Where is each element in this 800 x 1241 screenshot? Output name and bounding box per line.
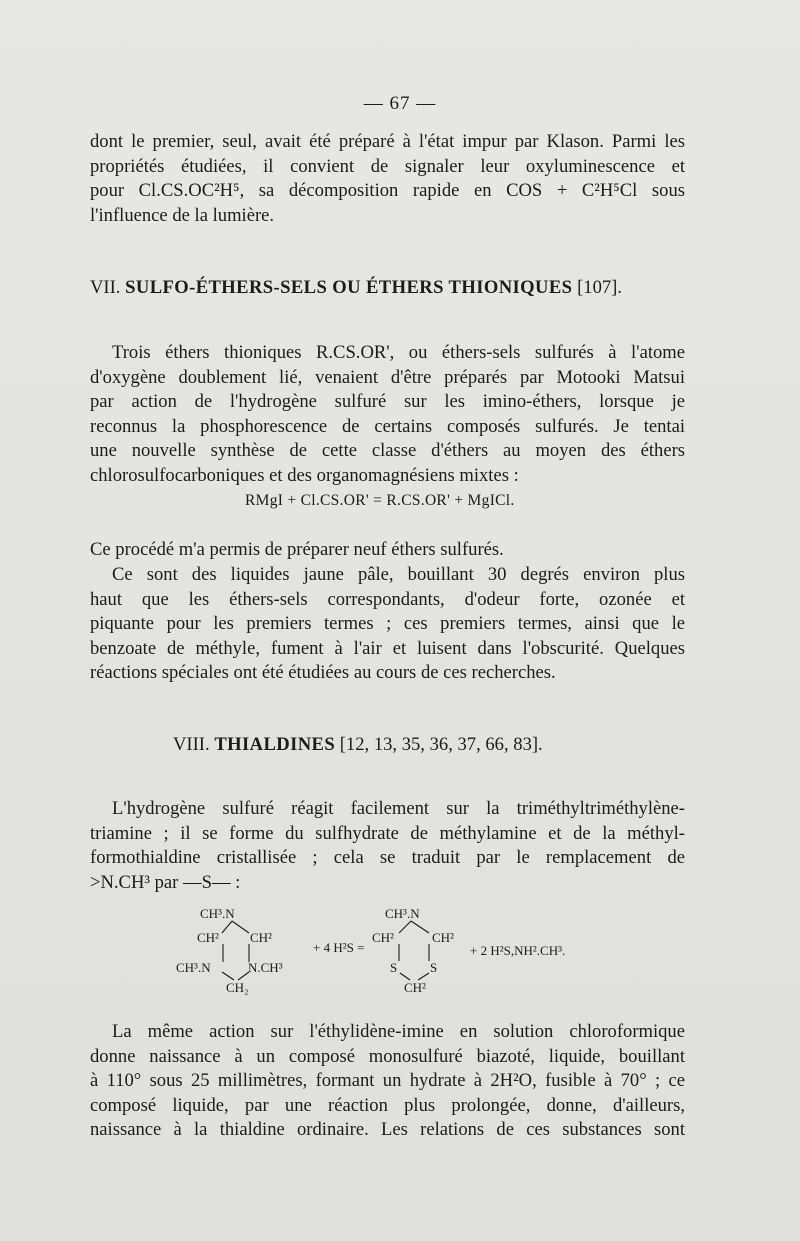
text-line: L'hydrogène sulfuré réagit facilement sur la triméthyltriméthylène- bbox=[112, 798, 685, 819]
text-line: naissance à la thialdine ordinaire. Les relations de ces substances sont bbox=[90, 1119, 685, 1140]
structural-formula bbox=[170, 900, 640, 995]
formula-atom: CH² bbox=[372, 930, 394, 945]
paragraph-5 bbox=[90, 797, 685, 895]
text-line: reconnus la phosphorescence de certains composés sulfurés. Je tentai bbox=[90, 415, 685, 437]
section-number: VII. bbox=[90, 277, 121, 298]
section-refs: [107]. bbox=[577, 277, 623, 298]
text-line: une nouvelle synthèse de cette classe d'éthers au moyen des éthers bbox=[90, 440, 685, 461]
text-line: haut que les éthers-sels correspondants, d'odeur forte, ozonée et bbox=[90, 588, 685, 610]
paragraph-6 bbox=[90, 1020, 685, 1143]
section-number: VIII. bbox=[173, 734, 210, 755]
text-line: Trois éthers thioniques R.CS.OR', ou éthers-sels sulfurés à l'atome bbox=[112, 342, 685, 363]
text-line: d'oxygène doublement lié, venaient d'être préparés par Motooki Matsui bbox=[90, 366, 685, 388]
text-line: formothialdine cristallisée ; cela se traduit par le remplacement de bbox=[90, 847, 685, 868]
formula-reagent: + 4 H²S = bbox=[313, 940, 365, 955]
text-line: propriétés étudiées, il convient de signaler leur oxyluminescence et bbox=[90, 155, 685, 177]
text-line: piquante pour les premiers termes ; ces premiers termes, ainsi que le bbox=[90, 613, 685, 634]
formula-atom: CH³.N bbox=[385, 906, 420, 921]
formula-atom: CH₂ bbox=[226, 980, 249, 995]
text-line: à 110° sous 25 millimètres, formant un hydrate à 2H²O, fusible à 70° ; ce bbox=[90, 1070, 685, 1091]
text-line: donne naissance à un composé monosulfuré biazoté, liquide, bouillant bbox=[90, 1045, 685, 1067]
paragraph-1 bbox=[90, 130, 685, 228]
text-line: pour Cl.CS.OC²H⁵, sa décomposition rapide en COS + C²H⁵Cl sous bbox=[90, 180, 685, 201]
formula-atom: CH² bbox=[432, 930, 454, 945]
formula-atom: S bbox=[390, 960, 398, 975]
ring-bonds-right bbox=[399, 921, 429, 980]
ring-bonds-left bbox=[222, 921, 249, 980]
section-title: THIALDINES bbox=[214, 734, 336, 755]
formula-atom: S bbox=[430, 960, 438, 975]
paragraph-2 bbox=[90, 341, 685, 488]
text-line: dont le premier, seul, avait été préparé à l'état impur par Klason. Parmi les bbox=[90, 131, 685, 152]
page-number: — 67 — bbox=[363, 93, 437, 114]
formula-products: + 2 H²S,NH².CH³. bbox=[470, 943, 566, 958]
text-line: benzoate de méthyle, fument à l'air et luisent dans l'obscurité. Quelques bbox=[90, 637, 685, 659]
text-line: La même action sur l'éthylidène-imine en solution chloroformique bbox=[112, 1021, 685, 1042]
paragraph-3 bbox=[90, 538, 685, 563]
text-line: Ce sont des liquides jaune pâle, bouillant 30 degrés environ plus bbox=[112, 564, 685, 585]
text-line: composé liquide, par une réaction plus prolongée, donne, d'ailleurs, bbox=[90, 1094, 685, 1116]
text-line: réactions spéciales ont été étudiées au cours de ces recherches. bbox=[90, 662, 556, 683]
text-line: >N.CH³ par —S— : bbox=[90, 871, 241, 893]
formula-atom: CH² bbox=[250, 930, 272, 945]
section-refs: [12, 13, 35, 36, 37, 66, 83]. bbox=[339, 734, 543, 755]
formula-diagram bbox=[170, 900, 640, 995]
text-line: chlorosulfocarboniques et des organomagnésiens mixtes : bbox=[90, 464, 519, 486]
formula-atom: CH³.N bbox=[176, 960, 211, 975]
text-line: triamine ; il se forme du sulfhydrate de méthylamine et de la méthyl- bbox=[90, 822, 685, 844]
formula-atom: CH³.N bbox=[200, 906, 235, 921]
section-heading-vii bbox=[90, 277, 690, 299]
section-title: SULFO-ÉTHERS-SELS OU ÉTHERS THIONIQUES bbox=[125, 277, 573, 298]
formula-atom: CH² bbox=[404, 980, 426, 995]
text-line: par action de l'hydrogène sulfuré sur les imino-éthers, lorsque je bbox=[90, 391, 685, 412]
formula-atom: N.CH³ bbox=[248, 960, 283, 975]
paragraph-4 bbox=[90, 563, 685, 686]
text-line: l'influence de la lumière. bbox=[90, 204, 275, 226]
text-line: Ce procédé m'a permis de préparer neuf éthers sulfurés. bbox=[90, 539, 504, 560]
equation-grignard: RMgI + Cl.CS.OR' = R.CS.OR' + MgICl. bbox=[245, 492, 515, 509]
formula-atom: CH² bbox=[197, 930, 219, 945]
section-heading-viii bbox=[173, 734, 773, 756]
